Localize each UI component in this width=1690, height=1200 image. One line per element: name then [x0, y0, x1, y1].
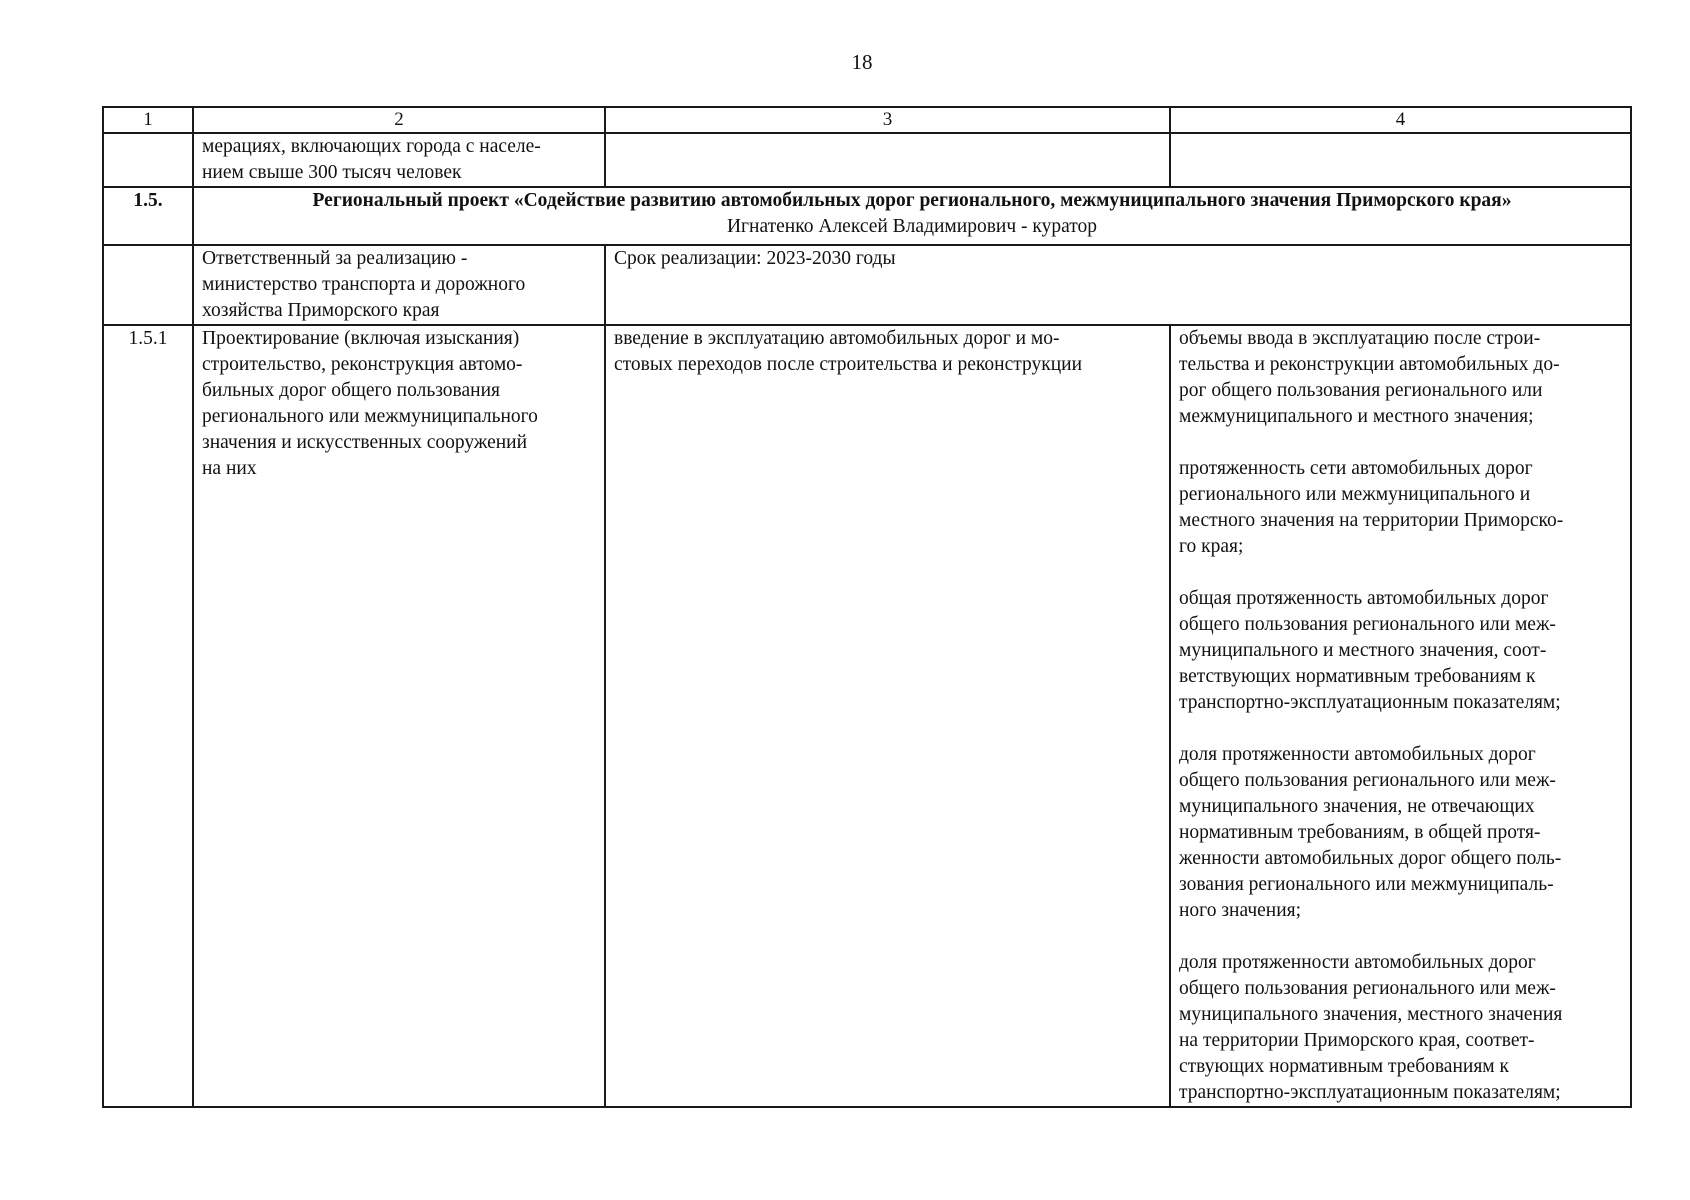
- responsible-row: [103, 245, 1631, 325]
- continuation-row: [103, 133, 1631, 187]
- continuation-text: мерациях, включающих города с населе- нием свыше 300 тысяч человек: [193, 133, 605, 187]
- task-indicators: [1170, 325, 1631, 1107]
- responsible-text: Ответственный за реализацию - министерство транспорта и дорожного хозяйства Приморского края: [193, 245, 605, 325]
- indicator-item: доля протяженности автомобильных дорог общего пользования регионального или меж- муниципального значения, местного значения на территории Приморского края, соответ- ствующих нормативным требованиям к транспортно-эксплуатационным показателям;: [1179, 952, 1563, 1103]
- header-cell-2: 2: [193, 107, 605, 133]
- task-row: [103, 325, 1631, 1107]
- indicator-item: протяженность сети автомобильных дорог регионального или межмуниципального и местного значения на территории Приморско- го края;: [1179, 458, 1564, 557]
- task-number: 1.5.1: [103, 325, 193, 1107]
- header-cell-3: 3: [605, 107, 1170, 133]
- header-cell-4: 4: [1170, 107, 1631, 133]
- table-header-row: [103, 107, 1631, 133]
- indicator-item: доля протяженности автомобильных дорог общего пользования регионального или меж- муниципального значения, не отвечающих нормативным требованиям, в общей протя- женности автомобильных дорог общего поль- зования регионального или межмуниципаль- ного значения;: [1179, 744, 1562, 921]
- header-cell-1: 1: [103, 107, 193, 133]
- section-title: Региональный проект «Содействие развитию автомобильных дорог регионального, межмуниципального значения Приморского края»: [312, 190, 1512, 211]
- section-row: [103, 187, 1631, 245]
- measures-table: [102, 106, 1632, 1108]
- page-number: 18: [851, 50, 873, 74]
- indicator-item: общая протяженность автомобильных дорог общего пользования регионального или меж- муниципального и местного значения, соот- ветствующих нормативным требованиям к транспортно-эксплуатационным показателям;: [1179, 588, 1561, 713]
- continuation-col4: [1170, 133, 1631, 187]
- continuation-number-cell: [103, 133, 193, 187]
- task-effect: введение в эксплуатацию автомобильных дорог и мо- стовых переходов после строительства и реконструкции: [605, 325, 1170, 1107]
- indicator-item: объемы ввода в эксплуатацию после строи- тельства и реконструкции автомобильных до- рог общего пользования регионального или межмуниципального и местного значения;: [1179, 328, 1560, 427]
- section-number: 1.5.: [103, 187, 193, 245]
- section-curator: Игнатенко Алексей Владимирович - куратор: [726, 216, 1098, 237]
- task-name: Проектирование (включая изыскания) строительство, реконструкция автомо- бильных дорог общего пользования регионального или межмуниципального значения и искусственных сооружений на них: [193, 325, 605, 1107]
- responsible-number-cell: [103, 245, 193, 325]
- continuation-col3: [605, 133, 1170, 187]
- implementation-period: Срок реализации: 2023-2030 годы: [605, 245, 1631, 325]
- section-title-cell: [193, 187, 1631, 245]
